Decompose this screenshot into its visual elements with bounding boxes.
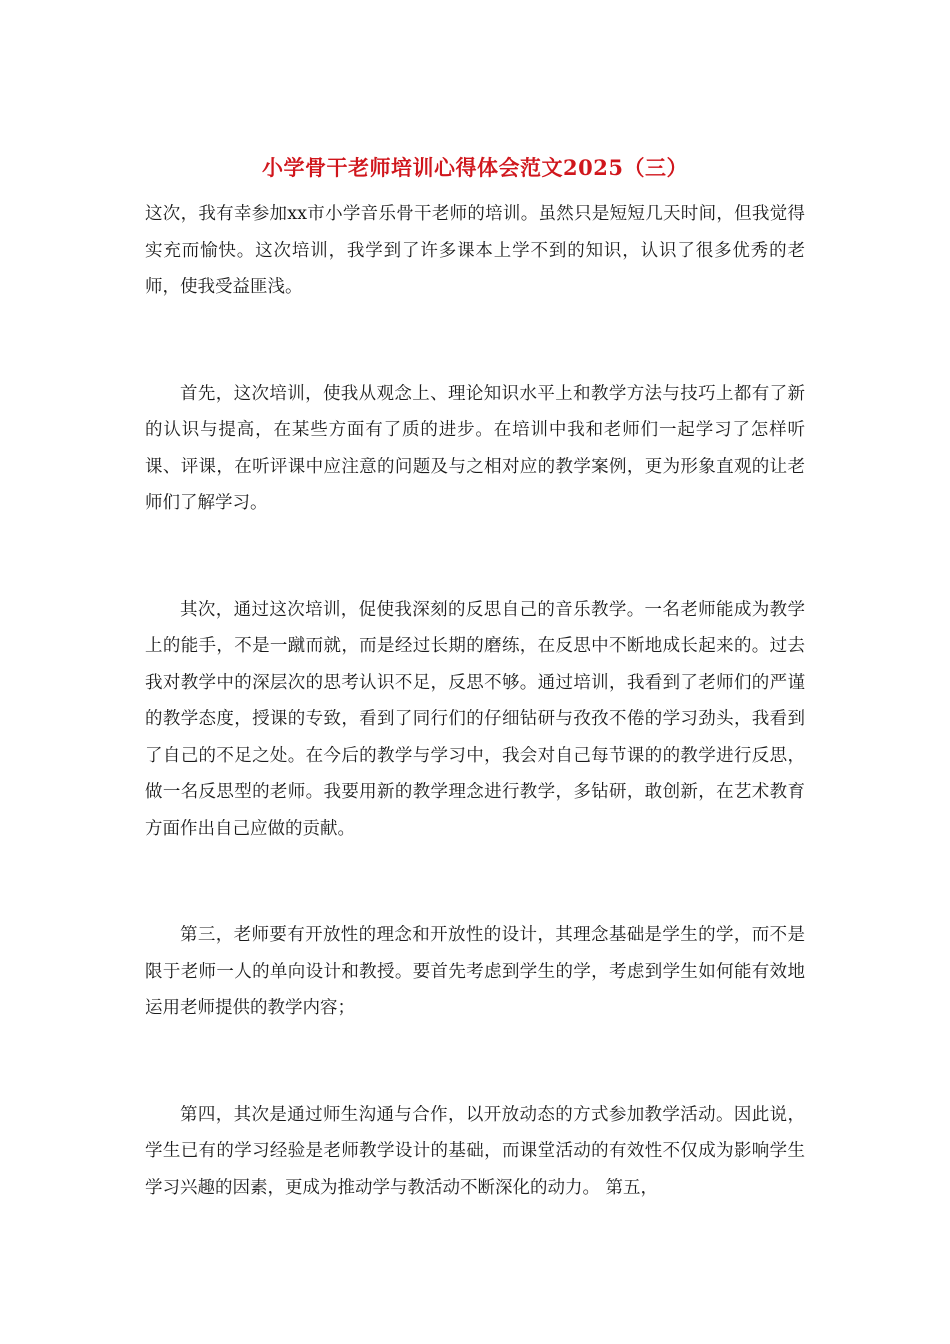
- paragraph-spacer: [145, 522, 805, 592]
- paragraph-spacer: [145, 847, 805, 917]
- paragraph-second-point: 其次，通过这次培训，促使我深刻的反思自己的音乐教学。一名老师能成为教学上的能手，不是一蹴而就，而是经过长期的磨练，在反思中不断地成长起来的。过去我对教学中的深层次的思考认识不足，反思不够。通过培训，我看到了老师们的严谨的教学态度，授课的专致，看到了同行们的仔细钻研与孜孜不倦的学习劲头，我看到了自己的不足之处。在今后的教学与学习中，我会对自己每节课的的教学进行反思，做一名反思型的老师。我要用新的教学理念进行教学，多钻研，敢创新，在艺术教育方面作出自己应做的贡献。: [145, 599, 805, 839]
- document-title: 小学骨干老师培训心得体会范文2025（三）: [262, 155, 688, 180]
- paragraph-intro: 这次，我有幸参加xx市小学音乐骨干老师的培训。虽然只是短短几天时间，但我觉得实充而愉快。这次培训，我学到了许多课本上学不到的知识，认识了很多优秀的老师，使我受益匪浅。: [145, 204, 805, 297]
- paragraph-spacer: [145, 1027, 805, 1097]
- paragraph-spacer: [145, 306, 805, 376]
- paragraph-first-point: 首先，这次培训，使我从观念上、理论知识水平上和教学方法与技巧上都有了新的认识与提高，在某些方面有了质的进步。在培训中我和老师们一起学习了怎样听课、评课，在听评课中应注意的问题及与之相对应的教学案例，更为形象直观的让老师们了解学习。: [145, 383, 805, 513]
- paragraph-fourth-point: 第四，其次是通过师生沟通与合作，以开放动态的方式参加教学活动。因此说，学生已有的学习经验是老师教学设计的基础，而课堂活动的有效性不仅成为影响学生学习兴趣的因素，更成为推动学与教活动不断深化的动力。 第五，: [145, 1104, 805, 1198]
- paragraph-third-point: 第三，老师要有开放性的理念和开放性的设计，其理念基础是学生的学，而不是限于老师一人的单向设计和教授。要首先考虑到学生的学，考虑到学生如何能有效地运用老师提供的教学内容；: [145, 925, 805, 1018]
- document-body: [145, 196, 805, 1206]
